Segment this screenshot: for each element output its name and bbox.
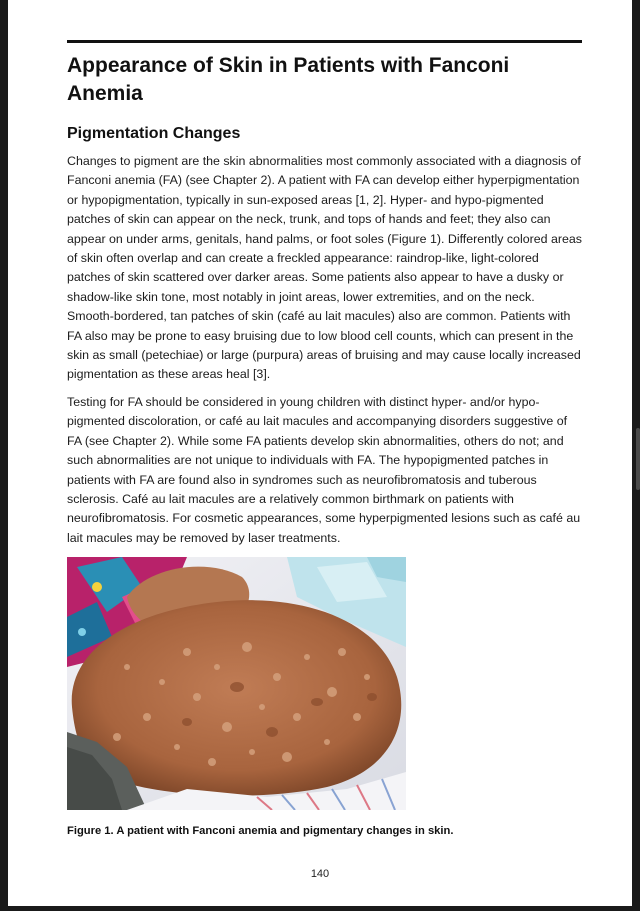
- page-title: Appearance of Skin in Patients with Fanconi Anemia: [67, 54, 510, 105]
- skin-photo-illustration: [67, 557, 406, 810]
- body-paragraph-1: Changes to pigment are the skin abnormalities most commonly associated with a diagnosis of Fanconi anemia (FA) (see Chapter 2). A patient with FA can develop either hyperpigmentation or hypopigmentation, typically in sun-exposed areas [1, 2]. Hyper- and hypo-pigmented patches of skin can appear on the neck, trunk, and tops of hands and feet; they also can appear on under arms, genitals, hand palms, or foot soles (Figure 1). Differently colored areas of skin often overlap and can create a freckled appearance: raindrop-like, light-colored patches of skin scattered over darker areas. Some patients also appear to have a dusky or shadow-like skin tone, most notably in joint areas, lower extremities, and on the neck. Smooth-bordered, tan patches of skin (café au lait macules) also are common. Patients with FA also may be prone to easy bruising due to low blood cell counts, which can present in the skin as small (petechiae) or large (purpura) areas of bruising and may cause locally increased pigmentation as these areas heal [3].: [67, 154, 582, 382]
- body-paragraph-2: Testing for FA should be considered in young children with distinct hyper- and/or hypo-pigmented discoloration, or café au lait macules and accompanying disorders suggestive of FA (see Chapter 2). While some FA patients develop skin abnormalities, others do not; and such abnormalities are not unique to individuals with FA. The hypopigmented patches in patients with FA are found also in syndromes such as neurofibromatosis and tuberous sclerosis. Café au lait macules are a relatively common birthmark on patients with neurofibromatosis. For cosmetic appearances, some hyperpigmented lesions such as café au lait macules may be removed by laser treatments.: [67, 395, 581, 545]
- title-top-rule: [67, 40, 582, 43]
- figure-caption: Figure 1. A patient with Fanconi anemia and pigmentary changes in skin.: [67, 825, 454, 837]
- section-heading: Pigmentation Changes: [67, 125, 241, 142]
- document-page: [8, 0, 632, 906]
- page-number: 140: [310, 868, 330, 880]
- figure-1-photo: [67, 557, 406, 810]
- scroll-indicator[interactable]: [636, 428, 640, 490]
